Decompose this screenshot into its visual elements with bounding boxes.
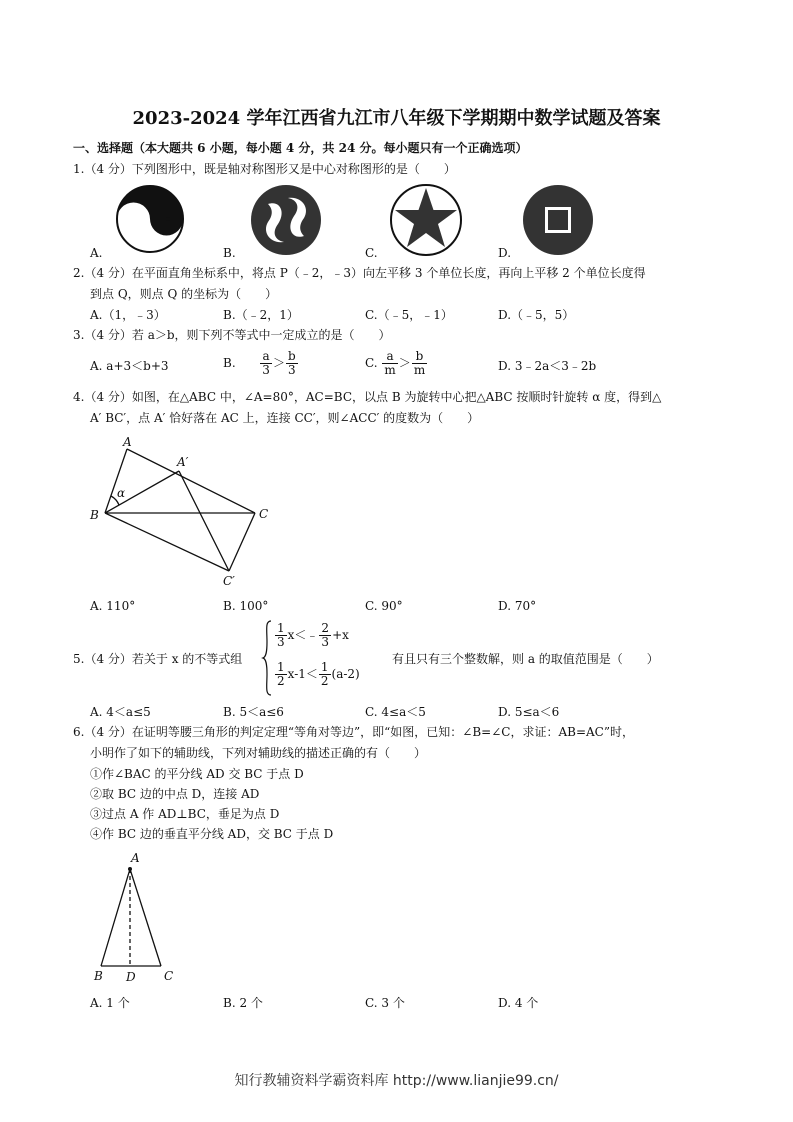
q5-stem-pre: 5.（4 分）若关于 x 的不等式组 [73,652,243,666]
q4-option-d: D. 70° [498,599,537,613]
label-alpha: α [117,486,126,500]
q5-option-b: B. 5＜a≤6 [223,705,284,719]
q6-item-2: ②取 BC 边的中点 D，连接 AD [90,787,260,801]
q4-option-c: C. 90° [365,599,403,613]
q6-stem-line1: 6.（4 分）在证明等腰三角形的判定定理“等角对等边”，即“如图，已知：∠B=∠C，求证：AB=AC”时， [73,725,634,739]
q4-option-b: B. 100° [223,599,269,613]
label-b: B [94,969,103,983]
q6-stem-line2: 小明作了如下的辅助线，下列对辅助线的描述正确的有（ ） [90,746,427,760]
q4-option-a: A. 110° [90,599,136,613]
q1-option-c: C. [365,246,378,260]
label-a: A [123,435,132,449]
q5-option-d: D. 5≤a＜6 [498,705,560,719]
label-c-prime: C′ [223,574,235,588]
q3-c-frac-right: $\frac{b}{m}$ [413,349,426,377]
q5-stem-post: 有且只有三个整数解，则 a 的取值范围是（ ） [392,652,659,666]
q4-stem-line2: A′ BC′，点 A′ 恰好落在 AC 上，连接 CC′，则∠ACC′ 的度数为（ ） [90,411,480,425]
q3-option-b-label: B. [223,356,236,370]
footer-watermark[interactable]: 知行教辅资料学霸资料库 http://www.lianjie99.cn/ [234,1073,559,1089]
q3-b-frac-left: $\frac{a}{3}$ [262,349,270,377]
q1-option-b: B. [223,246,236,260]
q6-option-b: B. 2 个 [223,996,263,1010]
q2-option-b: B.（﹣2，1） [223,308,299,322]
q3-c-relation: ＞ [398,356,411,370]
segment-ab [101,869,130,966]
q5-option-a: A. 4＜a≤5 [90,705,151,719]
q5-inequality-2: $\frac{1}{2}$ x-1＜ $\frac{1}{2}$ (a-2) [277,660,360,688]
q3-option-a: A. a+3＜b+3 [90,359,169,373]
q2-option-d: D.（﹣5，5） [498,308,575,322]
label-b: B [90,508,99,522]
q2-stem-line2: 到点 Q，则点 Q 的坐标为（ ） [90,287,278,301]
label-d: D [126,970,136,984]
segment-ac [130,869,161,966]
label-a: A [131,851,140,865]
q6-item-4: ④作 BC 边的垂直平分线 AD，交 BC 于点 D [90,827,334,841]
label-c: C [259,507,269,521]
label-a-prime: A′ [177,455,189,469]
q6-option-c: C. 3 个 [365,996,405,1010]
q6-option-d: D. 4 个 [498,996,539,1010]
section-heading: 一、选择题（本大题共 6 小题，每小题 4 分，共 24 分。每小题只有一个正确选项） [73,141,528,155]
q5-inequality-1: $\frac{1}{3}$ x＜﹣ $\frac{2}{3}$ +x [277,621,349,649]
q3-b-relation: ＞ [272,356,285,370]
q6-item-3: ③过点 A 作 AD⊥BC，垂足为点 D [90,807,280,821]
q3-stem: 3.（4 分）若 a＞b，则下列不等式中一定成立的是（ ） [73,328,391,342]
q2-stem-line1: 2.（4 分）在平面直角坐标系中，将点 P（﹣2，﹣3）向左平移 3 个单位长度，再向上平移 2 个单位长度得 [73,266,646,280]
q3-option-c-label: C. [365,356,378,370]
q4-stem-line1: 4.（4 分）如图，在△ABC 中，∠A=80°，AC=BC，以点 B 为旋转中心把△ABC 按顺时针旋转 α 度，得到△ [73,390,662,404]
q3-b-frac-right: $\frac{b}{3}$ [287,349,296,377]
vertex-a-dot [128,867,132,871]
q5-option-c: C. 4≤a＜5 [365,705,426,719]
q2-option-a: A.（1，﹣3） [90,308,166,322]
q3-c-frac-left: $\frac{a}{m}$ [384,349,396,377]
q1-stem: 1.（4 分）下列图形中，既是轴对称图形又是中心对称图形的是（ ） [73,162,456,176]
q1-option-a: A. [90,246,103,260]
q2-option-c: C.（﹣5，﹣1） [365,308,453,322]
q1-option-d: D. [498,246,512,260]
label-c: C [164,969,174,983]
q6-option-a: A. 1 个 [90,996,130,1010]
page-title: 2023-2024 学年江西省九江市八年级下学期期中数学试题及答案 [132,108,661,129]
q3-option-d: D. 3﹣2a＜3﹣2b [498,359,597,373]
q6-item-1: ①作∠BAC 的平分线 AD 交 BC 于点 D [90,767,304,781]
